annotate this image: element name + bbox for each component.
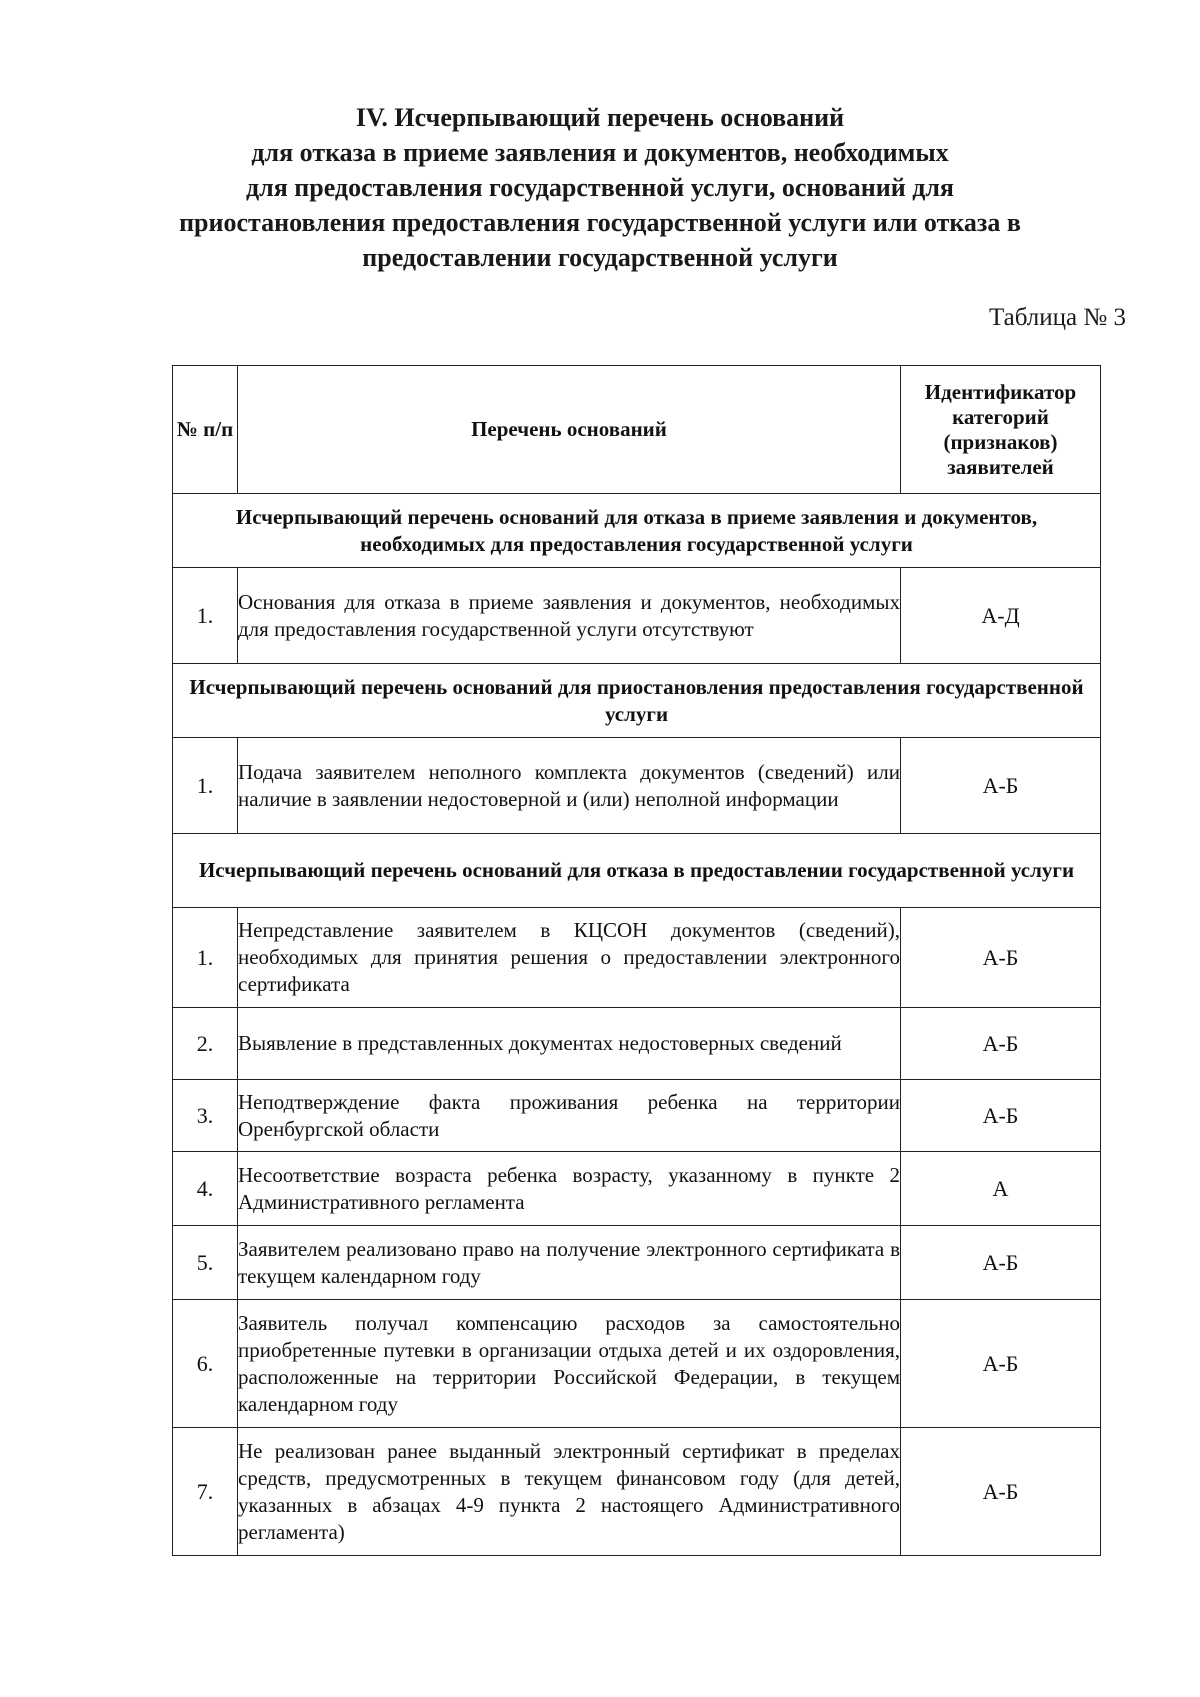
header-reasons: Перечень оснований (238, 366, 901, 494)
row-identifier: А-Б (901, 1428, 1101, 1556)
row-number: 7. (173, 1428, 238, 1556)
row-number: 4. (173, 1152, 238, 1226)
row-number: 6. (173, 1300, 238, 1428)
row-reason: Не реализован ранее выданный электронный сертификат в пределах средств, предусмотренных в текущем финансовом году (для детей, указанных в абзацах 4-9 пункта 2 настоящего Административного регламента) (238, 1428, 901, 1556)
table-row (173, 1080, 1101, 1152)
section-title-line: для отказа в приеме заявления и документов, необходимых (251, 138, 949, 167)
row-reason: Подача заявителем неполного комплекта документов (сведений) или наличие в заявлении недостоверной и (или) неполной информации (238, 738, 901, 834)
section-heading: Исчерпывающий перечень оснований для отказа в приеме заявления и документов, необходимых для предоставления государственной услуги (173, 494, 1101, 568)
row-identifier: А-Б (901, 738, 1101, 834)
row-reason: Непредставление заявителем в КЦСОН документов (сведений), необходимых для принятия решения о предоставлении электронного сертификата (238, 908, 901, 1008)
row-number: 2. (173, 1008, 238, 1080)
section-title-line: предоставлении государственной услуги (362, 243, 838, 272)
row-reason: Выявление в представленных документах недостоверных сведений (238, 1008, 901, 1080)
section-heading: Исчерпывающий перечень оснований для приостановления предоставления государственной услуги (173, 664, 1101, 738)
section-title-line: приостановления предоставления государственной услуги или отказа в (179, 208, 1021, 237)
row-number: 1. (173, 738, 238, 834)
row-identifier: А-Б (901, 908, 1101, 1008)
row-number: 1. (173, 568, 238, 664)
row-reason: Неподтверждение факта проживания ребенка на территории Оренбургской области (238, 1080, 901, 1152)
row-identifier: А-Д (901, 568, 1101, 664)
section-row (173, 494, 1101, 568)
row-identifier: А (901, 1152, 1101, 1226)
row-number: 1. (173, 908, 238, 1008)
row-reason: Заявителем реализовано право на получение электронного сертификата в текущем календарном году (238, 1226, 901, 1300)
table-row (173, 1226, 1101, 1300)
row-reason: Заявитель получал компенсацию расходов за самостоятельно приобретенные путевки в организации отдыха детей и их оздоровления, расположенные на территории Российской Федерации, в текущем календарном году (238, 1300, 901, 1428)
header-identifier: Идентификатор категорий (признаков) заявителей (901, 366, 1101, 494)
row-identifier: А-Б (901, 1226, 1101, 1300)
row-identifier: А-Б (901, 1300, 1101, 1428)
section-title (150, 100, 1050, 275)
row-number: 5. (173, 1226, 238, 1300)
table-row (173, 1300, 1101, 1428)
table-row (173, 908, 1101, 1008)
section-title-line: IV. Исчерпывающий перечень оснований (355, 103, 845, 132)
section-row (173, 834, 1101, 908)
row-number: 3. (173, 1080, 238, 1152)
section-heading: Исчерпывающий перечень оснований для отказа в предоставлении государственной услуги (173, 834, 1101, 908)
section-title-line: для предоставления государственной услуги, оснований для (245, 173, 955, 202)
row-identifier: А-Б (901, 1080, 1101, 1152)
table-row (173, 738, 1101, 834)
table-header-row (173, 366, 1101, 494)
reasons-table (172, 365, 1101, 1556)
table-row (173, 1008, 1101, 1080)
row-reason: Несоответствие возраста ребенка возрасту, указанному в пункте 2 Административного регламента (238, 1152, 901, 1226)
section-row (173, 664, 1101, 738)
table-caption: Таблица № 3 (988, 304, 1126, 331)
header-number: № п/п (173, 366, 238, 494)
row-identifier: А-Б (901, 1008, 1101, 1080)
table-row (173, 568, 1101, 664)
table-row (173, 1428, 1101, 1556)
table-row (173, 1152, 1101, 1226)
row-reason: Основания для отказа в приеме заявления и документов, необходимых для предоставления государственной услуги отсутствуют (238, 568, 901, 664)
